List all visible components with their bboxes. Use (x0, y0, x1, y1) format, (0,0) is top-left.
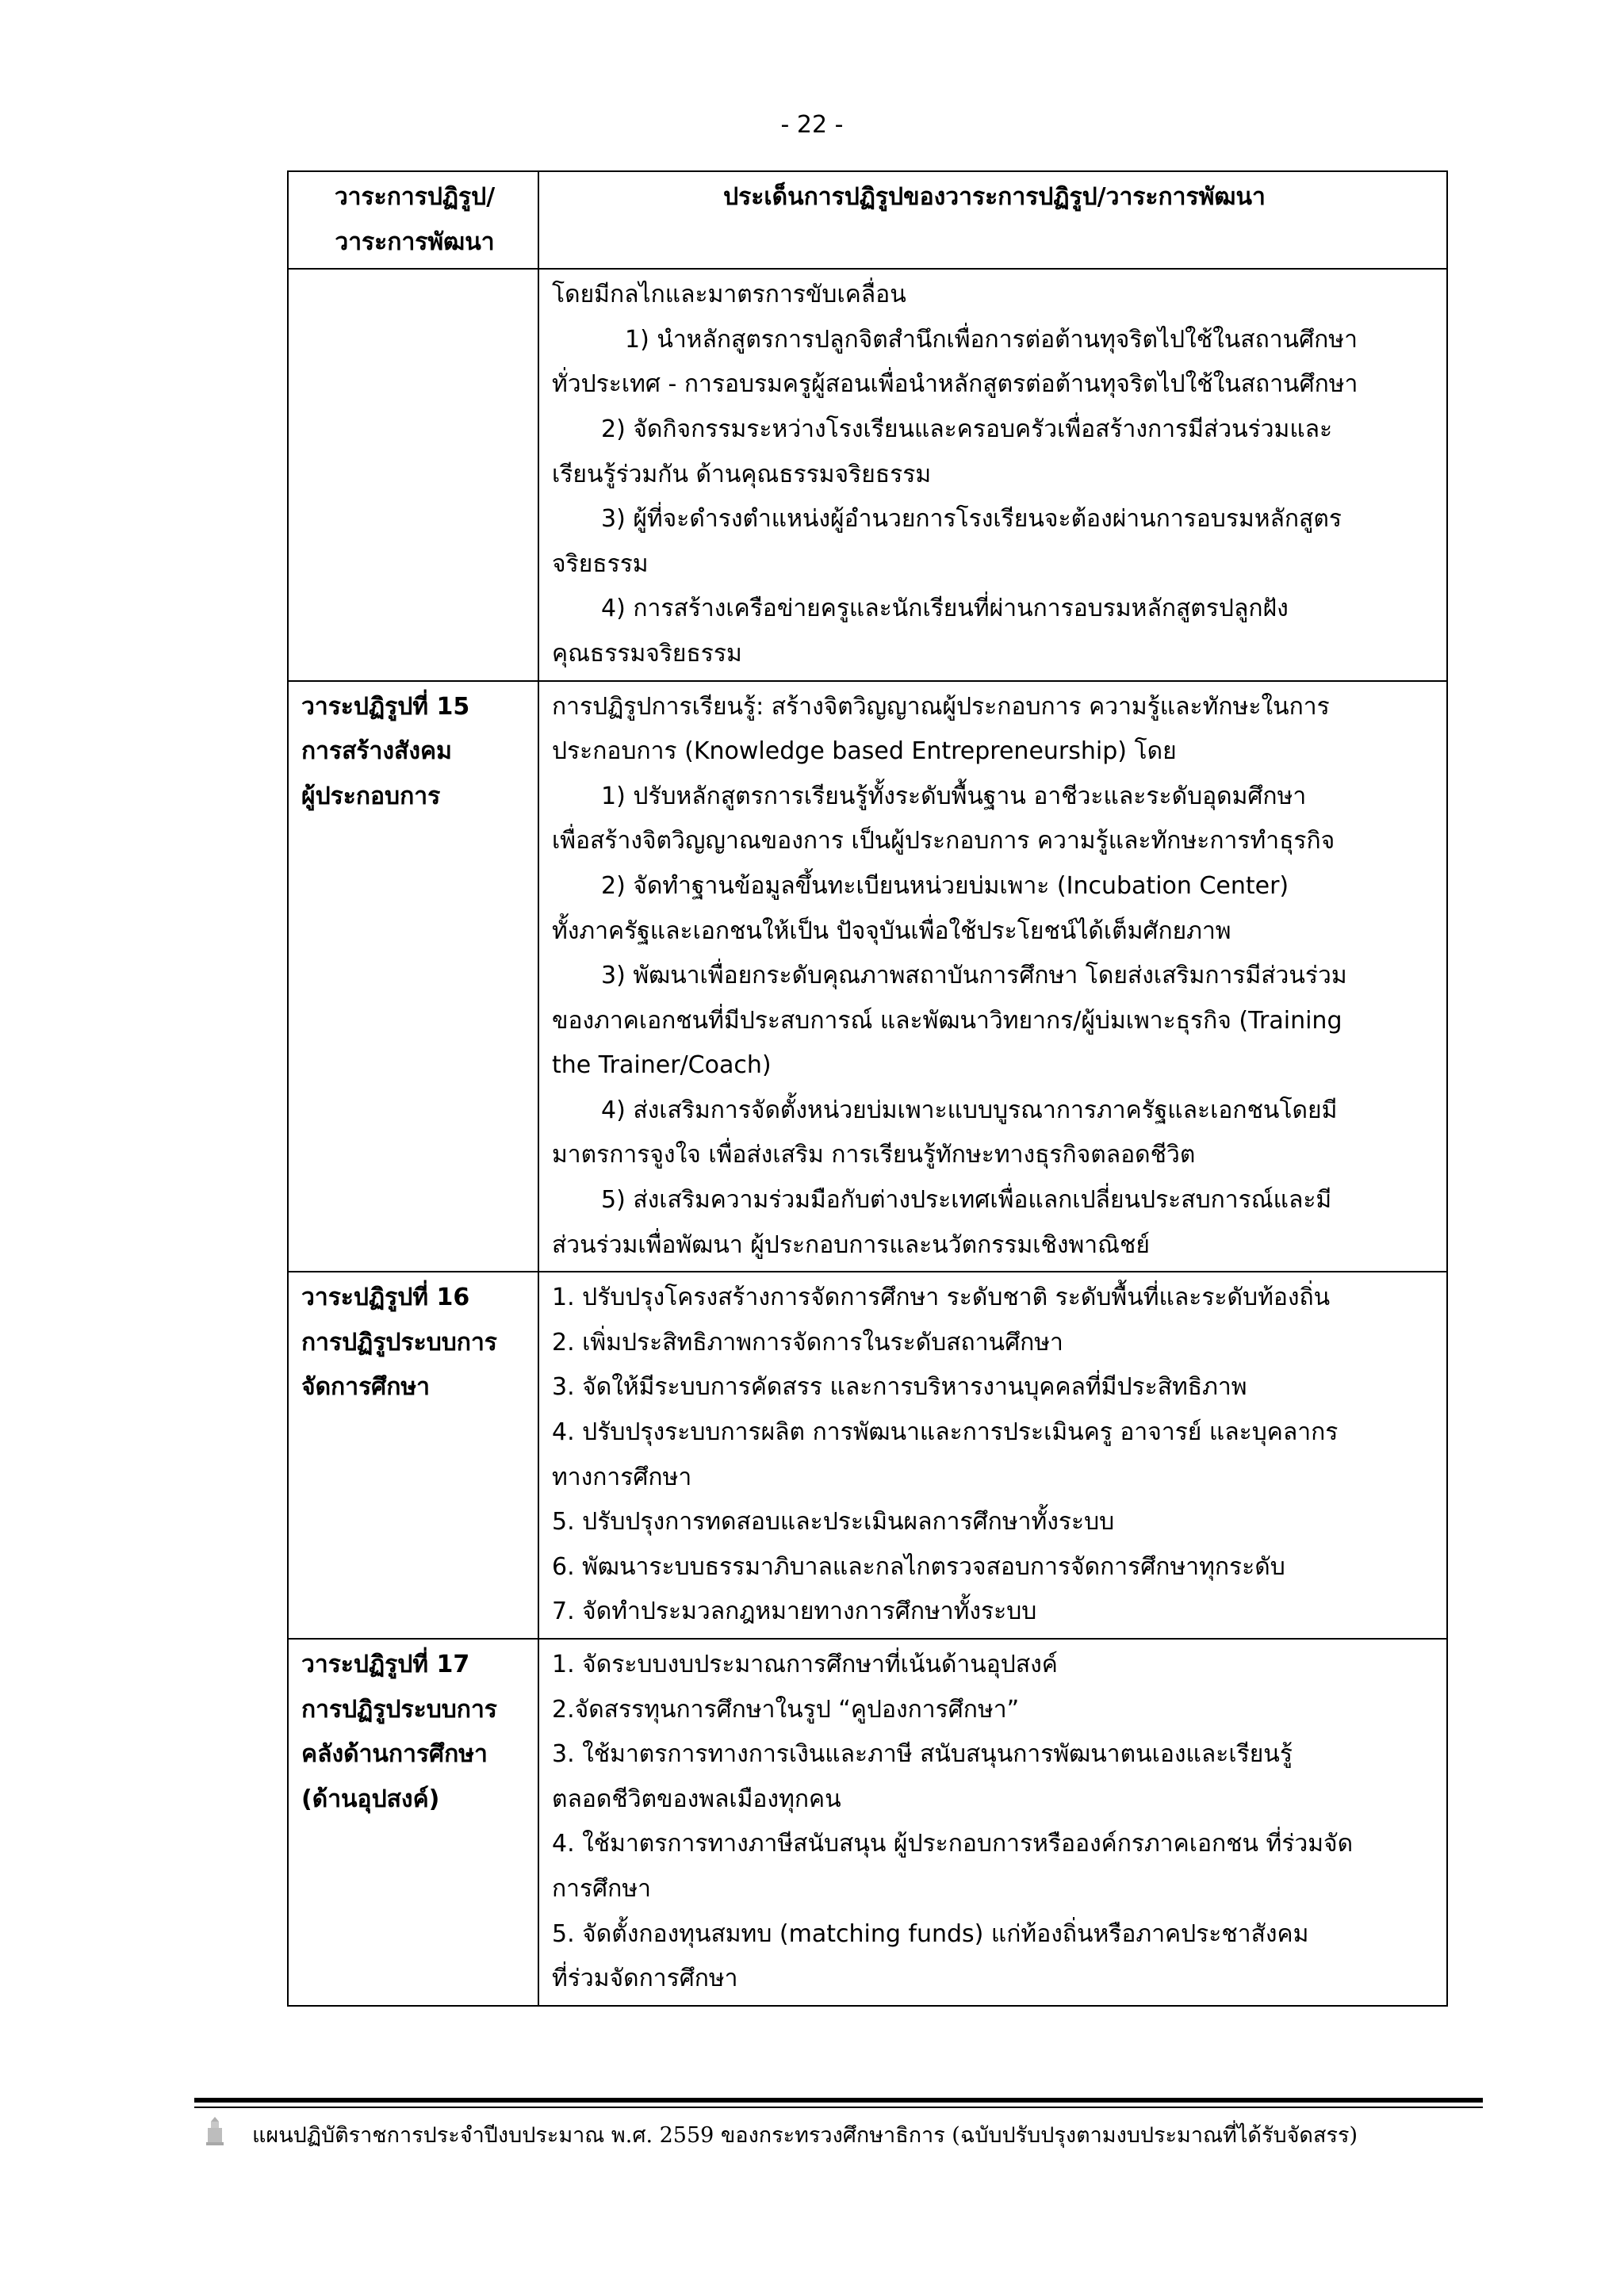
issue-text-line: 4) ส่งเสริมการจัดตั้งหน่วยบ่มเพาะแบบบูรณาการภาครัฐและเอกชนโดยมี (601, 1096, 1338, 1124)
issue-text-line: ที่ร่วมจัดการศึกษา (552, 1965, 738, 1993)
agenda-title-line: (ด้านอุปสงค์) (301, 1785, 440, 1813)
issue-text-line: 3) พัฒนาเพื่อยกระดับคุณภาพสถาบันการศึกษา โดยส่งเสริมการมีส่วนร่วม (601, 962, 1347, 990)
agenda-cell (288, 269, 538, 680)
issue-text-line: ทั่วประเทศ - การอบรมครูผู้สอนเพื่อนำหลักสูตรต่อต้านทุจริตไปใช้ในสถานศึกษา (552, 370, 1358, 399)
header-agenda-cell (288, 171, 538, 269)
agenda-title-line: วาระปฏิรูปที่ 15 (301, 692, 470, 721)
issue-text-line: 5. ปรับปรุงการทดสอบและประเมินผลการศึกษาทั้งระบบ (552, 1508, 1115, 1536)
header-agenda-line: วาระการปฏิรูป/ (334, 183, 496, 211)
header-issues-cell (538, 171, 1447, 269)
agenda-cell (288, 681, 538, 1272)
agenda-title-line: วาระปฏิรูปที่ 17 (301, 1651, 470, 1678)
table-row (288, 269, 1447, 680)
issue-text-line: 4) การสร้างเครือข่ายครูและนักเรียนที่ผ่านการอบรมหลักสูตรปลูกฝัง (601, 595, 1289, 623)
issue-text-line: 4. ใช้มาตรการทางภาษีสนับสนุน ผู้ประกอบการหรือองค์กรภาคเอกชน ที่ร่วมจัด (552, 1830, 1354, 1858)
header-agenda-line: วาระการพัฒนา (335, 228, 495, 256)
issue-text-line: 5) ส่งเสริมความร่วมมือกับต่างประเทศเพื่อแลกเปลี่ยนประสบการณ์และมี (601, 1186, 1332, 1215)
agenda-title-line: การปฏิรูประบบการ (301, 1328, 497, 1357)
issue-text-line: เพื่อสร้างจิตวิญญาณของการ เป็นผู้ประกอบการ ความรู้และทักษะการทำธุรกิจ (552, 827, 1335, 855)
ministry-emblem-icon (205, 2117, 225, 2145)
issue-text-line: 1) ปรับหลักสูตรการเรียนรู้ทั้งระดับพื้นฐาน อาชีวะและระดับอุดมศึกษา (601, 782, 1307, 810)
issue-text-line: การศึกษา (552, 1874, 651, 1903)
issue-text-line: เรียนรู้ร่วมกัน ด้านคุณธรรมจริยธรรม (552, 460, 932, 488)
table-row (288, 1639, 1447, 2006)
agenda-cell (288, 1272, 538, 1639)
issue-text-line: 2) จัดทำฐานข้อมูลขึ้นทะเบียนหน่วยบ่มเพาะ (Incubation Center) (601, 871, 1289, 900)
issue-text-line: ของภาคเอกชนที่มีประสบการณ์ และพัฒนาวิทยากร/ผู้บ่มเพาะธุรกิจ (Training (552, 1006, 1342, 1035)
issue-text-line: ทั้งภาครัฐและเอกชนให้เป็น ปัจจุบันเพื่อใช้ประโยชน์ได้เต็มศักยภาพ (552, 916, 1231, 945)
issue-text-line: 7. จัดทำประมวลกฎหมายทางการศึกษาทั้งระบบ (552, 1598, 1037, 1626)
agenda-title-line: คลังด้านการศึกษา (301, 1740, 488, 1769)
issue-text-line: 2. เพิ่มประสิทธิภาพการจัดการในระดับสถานศึกษา (552, 1328, 1063, 1357)
footer-text: แผนปฏิบัติราชการประจำปีงบประมาณ พ.ศ. 2559 ของกระทรวงศึกษาธิการ (ฉบับปรับปรุงตามงบประมาณที่ได้รับจัดสรร) (252, 2123, 1358, 2148)
agenda-title-line: การสร้างสังคม (301, 737, 452, 766)
issue-text-line: 3. จัดให้มีระบบการคัดสรร และการบริหารงานบุคคลที่มีประสิทธิภาพ (552, 1373, 1247, 1402)
table-header-row (288, 171, 1447, 269)
header-issues-label: ประเด็นการปฏิรูปของวาระการปฏิรูป/วาระการพัฒนา (723, 183, 1266, 211)
issue-text-line: 6. พัฒนาระบบธรรมาภิบาลและกลไกตรวจสอบการจัดการศึกษาทุกระดับ (552, 1552, 1285, 1581)
issue-text-line: 5. จัดตั้งกองทุนสมทบ (matching funds) แก่ท้องถิ่นหรือภาคประชาสังคม (552, 1919, 1309, 1948)
issue-text-line: มาตรการจูงใจ เพื่อส่งเสริม การเรียนรู้ทักษะทางธุรกิจตลอดชีวิต (552, 1141, 1196, 1169)
issue-text-line: 1. ปรับปรุงโครงสร้างการจัดการศึกษา ระดับชาติ ระดับพื้นที่และระดับท้องถิ่น (552, 1284, 1331, 1312)
agenda-title-line: ผู้ประกอบการ (301, 782, 441, 810)
issue-text-line: 1. จัดระบบงบประมาณการศึกษาที่เน้นด้านอุปสงค์ (552, 1651, 1058, 1678)
issue-text-line: การปฏิรูปการเรียนรู้: สร้างจิตวิญญาณผู้ประกอบการ ความรู้และทักษะในการ (552, 692, 1330, 721)
agenda-cell (288, 1639, 538, 2006)
issue-text-line: 1) นำหลักสูตรการปลูกจิตสำนึกเพื่อการต่อต้านทุจริตไปใช้ในสถานศึกษา (625, 325, 1358, 354)
table-row (288, 681, 1447, 1272)
issues-cell (538, 1639, 1447, 2006)
issues-cell (538, 1272, 1447, 1639)
table-row (288, 1272, 1447, 1639)
footer-rule-thick (194, 2098, 1483, 2103)
issue-text-line: 3) ผู้ที่จะดำรงตำแหน่งผู้อำนวยการโรงเรียนจะต้องผ่านการอบรมหลักสูตร (601, 505, 1342, 534)
issue-text-line: the Trainer/Coach) (552, 1051, 772, 1080)
issue-text-line: ส่วนร่วมเพื่อพัฒนา ผู้ประกอบการและนวัตกรรมเชิงพาณิชย์ (552, 1230, 1150, 1259)
issue-text-line: 4. ปรับปรุงระบบการผลิต การพัฒนาและการประเมินครู อาจารย์ และบุคลากร (552, 1418, 1339, 1447)
agenda-title-line: วาระปฏิรูปที่ 16 (301, 1284, 470, 1312)
issue-text-line: โดยมีกลไกและมาตรการขับเคลื่อน (552, 281, 906, 309)
agenda-title-line: จัดการศึกษา (301, 1373, 431, 1402)
issue-text-line: ประกอบการ (Knowledge based Entrepreneurship) โดย (552, 737, 1177, 766)
issue-text-line: คุณธรรมจริยธรรม (552, 639, 742, 668)
reform-agenda-table (287, 170, 1448, 2007)
issue-text-line: 2) จัดกิจกรรมระหว่างโรงเรียนและครอบครัวเพื่อสร้างการมีส่วนร่วมและ (601, 415, 1333, 443)
issue-text-line: ทางการศึกษา (552, 1463, 692, 1491)
issue-text-line: 3. ใช้มาตรการทางการเงินและภาษี สนับสนุนการพัฒนาตนเองและเรียนรู้ (552, 1740, 1293, 1769)
issue-text-line: ตลอดชีวิตของพลเมืองทุกคน (552, 1785, 841, 1813)
issues-cell (538, 681, 1447, 1272)
page-number: - 22 - (780, 111, 844, 139)
issue-text-line: 2.จัดสรรทุนการศึกษาในรูป “คูปองการศึกษา” (552, 1695, 1020, 1724)
issues-cell (538, 269, 1447, 680)
issue-text-line: จริยธรรม (552, 549, 649, 578)
footer-rule-thin (194, 2107, 1483, 2108)
agenda-title-line: การปฏิรูประบบการ (301, 1695, 497, 1724)
